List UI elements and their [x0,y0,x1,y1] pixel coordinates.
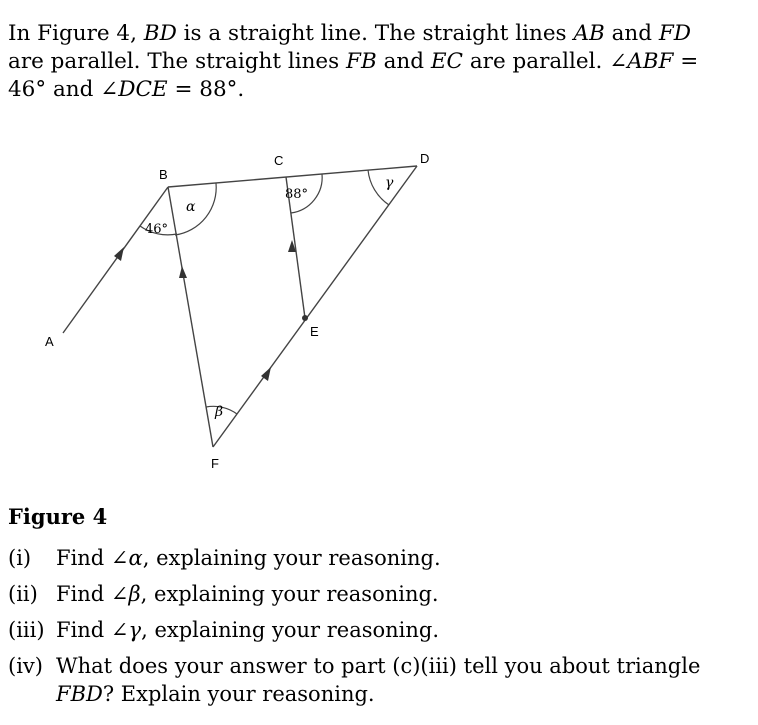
part-text: Find ∠ [56,618,129,642]
part-symbol: FBD [56,682,103,706]
problem-statement [8,20,728,104]
label-a: A [45,334,54,349]
point-e-dot [302,315,308,321]
part-number: (iv) [8,654,43,678]
part-text: , explaining your reasoning. [142,546,441,570]
part-symbol: β [128,582,141,606]
part-text: , explaining your reasoning. [140,582,439,606]
question-part-iii [8,616,748,644]
text-segment: and [376,49,431,74]
part-number: (ii) [8,582,38,606]
text-segment: and [604,21,659,46]
part-text: Find ∠ [56,582,129,606]
question-part-iv [8,652,748,708]
angle-label-46: 46° [145,222,169,237]
angle-label-88: 88° [285,187,309,202]
label-c: C [274,153,284,168]
text-segment: = 46° and ∠ [8,49,699,102]
label-f: F [211,456,219,471]
part-text: ? Explain your reasoning. [102,682,375,706]
arc-angle-alpha [175,183,216,235]
math-ec: EC [430,49,464,74]
question-part-ii [8,580,748,608]
part-text: What does your answer to part (c)(iii) tell you about triangle [56,654,701,678]
arrow-mark-fb [179,266,187,278]
figure-caption: Figure 4 [8,504,108,529]
line-fd [213,166,417,447]
line-bf [168,187,213,447]
question-parts [8,544,748,716]
text-segment: In Figure 4, [8,21,144,46]
text-segment: = 88°. [167,77,245,102]
math-fb: FB [346,49,377,74]
angle-label-gamma: γ [385,175,394,191]
text-segment: are parallel. ∠ [463,49,628,74]
part-number: (i) [8,546,32,570]
problem-text [8,20,728,104]
math-abf: ABF [627,49,674,74]
part-text: , explaining your reasoning. [141,618,440,642]
angle-label-alpha: α [186,199,196,215]
text-segment: are parallel. The straight lines [8,49,347,74]
figure-4-diagram [0,140,460,490]
part-number: (iii) [8,618,45,642]
math-dce: DCE [118,77,168,102]
part-text: Find ∠ [56,546,129,570]
math-bd: BD [143,21,177,46]
line-bd [168,166,417,187]
line-ab [63,187,168,333]
label-e: E [310,324,319,339]
part-symbol: γ [128,618,142,642]
math-fd: FD [658,21,692,46]
question-part-i [8,544,748,572]
part-symbol: α [128,546,143,570]
math-ab: AB [573,21,605,46]
label-b: B [159,167,168,182]
label-d: D [420,151,430,166]
text-segment: is a straight line. The straight lines [176,21,574,46]
angle-label-beta: β [215,404,224,420]
